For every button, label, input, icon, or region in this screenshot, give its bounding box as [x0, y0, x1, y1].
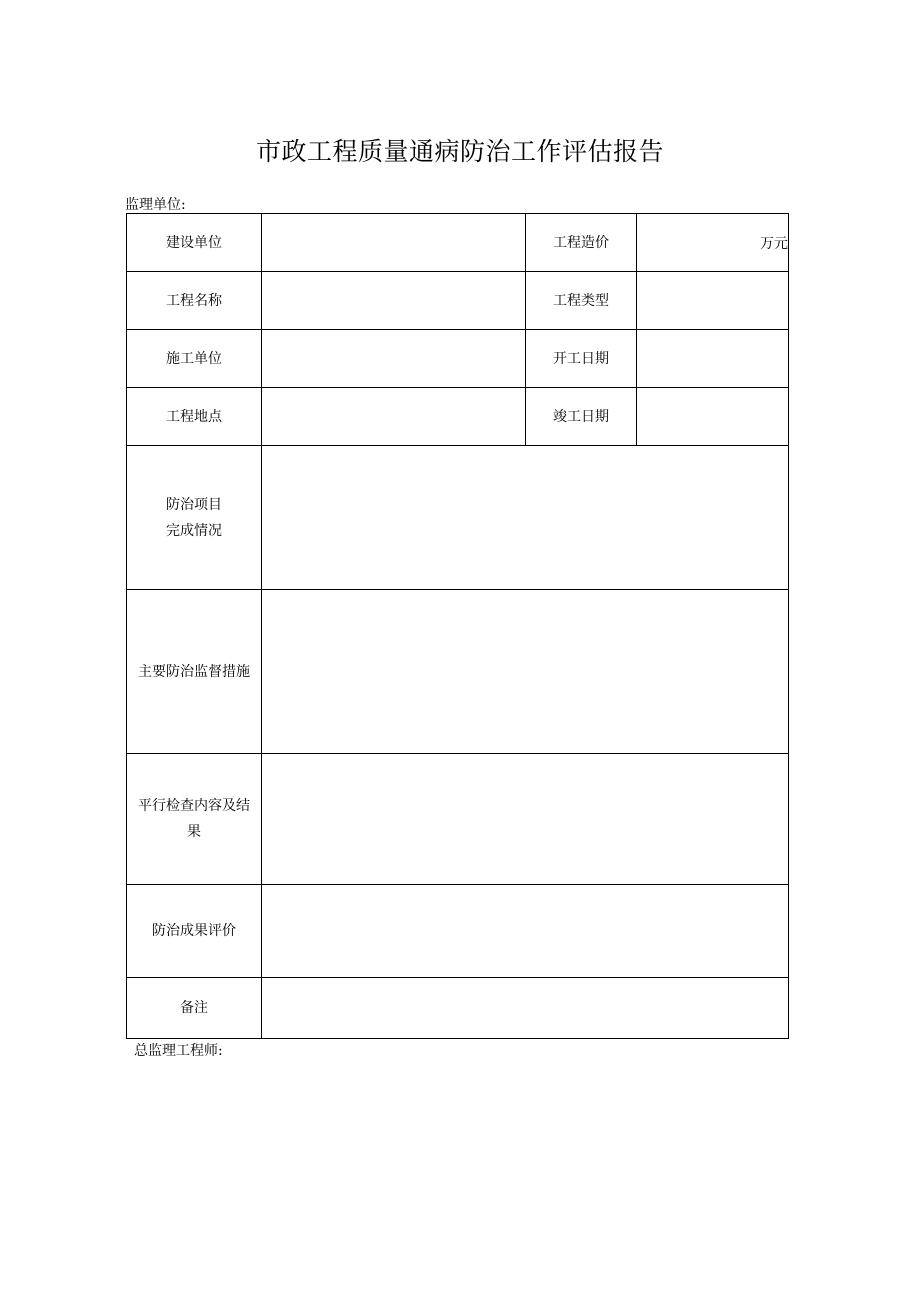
contractor-value[interactable]: [262, 330, 526, 388]
table-row-location: [127, 388, 789, 446]
supervision-measures-value[interactable]: [262, 590, 789, 754]
cost-label: 工程造价: [526, 214, 637, 272]
table-row-project-name: [127, 272, 789, 330]
evaluation-label: 防治成果评价: [127, 885, 262, 978]
start-date-label: 开工日期: [526, 330, 637, 388]
construction-unit-value[interactable]: [262, 214, 526, 272]
table-row-parallel-check: [127, 754, 789, 885]
table-row-remarks: [127, 978, 789, 1039]
table-row-completion-status: [127, 446, 789, 590]
remarks-label: 备注: [127, 978, 262, 1039]
location-value[interactable]: [262, 388, 526, 446]
parallel-check-label: [127, 754, 262, 885]
cost-value[interactable]: [637, 214, 789, 272]
start-date-value[interactable]: [637, 330, 789, 388]
cost-unit: 万元: [760, 235, 788, 252]
completion-status-label-line2: 完成情况: [166, 522, 222, 539]
parallel-check-label-line2: 果: [187, 824, 201, 840]
contractor-label: 施工单位: [127, 330, 262, 388]
project-name-value[interactable]: [262, 272, 526, 330]
evaluation-value[interactable]: [262, 885, 789, 978]
project-type-label: 工程类型: [526, 272, 637, 330]
table-row-contractor: [127, 330, 789, 388]
completion-status-label: [127, 446, 262, 590]
completion-status-value[interactable]: [262, 446, 789, 590]
construction-unit-label: 建设单位: [127, 214, 262, 272]
project-type-value[interactable]: [637, 272, 789, 330]
project-name-label: 工程名称: [127, 272, 262, 330]
remarks-value[interactable]: [262, 978, 789, 1039]
location-label: 工程地点: [127, 388, 262, 446]
table-row-construction-unit: [127, 214, 789, 272]
completion-status-label-line1: 防治项目: [166, 496, 222, 513]
table-row-evaluation: [127, 885, 789, 978]
table-row-supervision-measures: [127, 590, 789, 754]
page-title: 市政工程质量通病防治工作评估报告: [255, 137, 664, 166]
report-table: [126, 213, 789, 1039]
chief-engineer-label: 总监理工程师:: [134, 1043, 223, 1059]
parallel-check-label-line1: 平行检查内容及结: [138, 798, 250, 814]
supervisor-unit-label: 监理单位:: [125, 197, 186, 213]
supervision-measures-label: 主要防治监督措施: [127, 590, 262, 754]
parallel-check-value[interactable]: [262, 754, 789, 885]
completion-date-value[interactable]: [637, 388, 789, 446]
completion-date-label: 竣工日期: [526, 388, 637, 446]
